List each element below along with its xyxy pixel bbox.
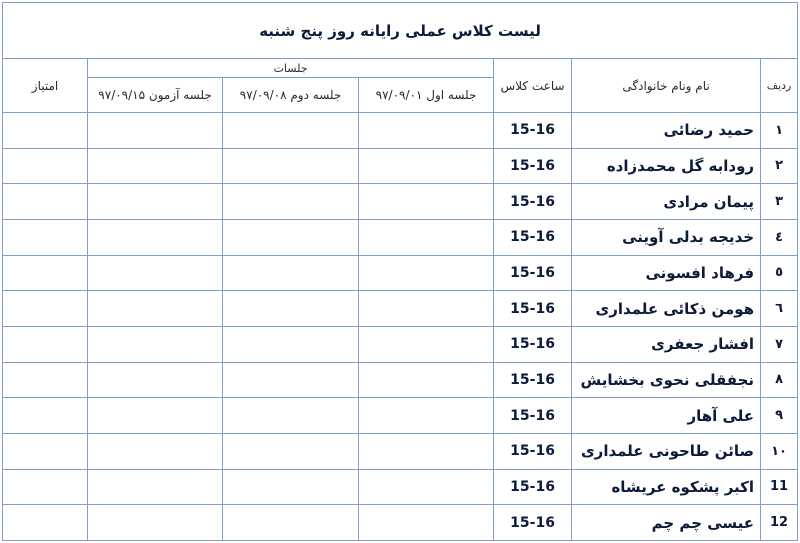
header-rank: ردیف [761, 59, 798, 113]
table-row [3, 505, 798, 541]
session-3-cell[interactable] [88, 184, 223, 220]
row-number: ۱۰ [761, 433, 798, 469]
score-cell[interactable] [3, 291, 88, 327]
table-row [3, 326, 798, 362]
row-number: ٥ [761, 255, 798, 291]
session-2-cell[interactable] [223, 505, 359, 541]
session-1-cell[interactable] [359, 505, 494, 541]
session-3-cell[interactable] [88, 219, 223, 255]
session-3-cell[interactable] [88, 362, 223, 398]
session-3-cell[interactable] [88, 148, 223, 184]
row-number: ٤ [761, 219, 798, 255]
student-name: خدیجه بدلی آوینی [572, 219, 761, 255]
session-3-cell[interactable] [88, 113, 223, 149]
row-number: ۸ [761, 362, 798, 398]
session-2-cell[interactable] [223, 326, 359, 362]
table-row [3, 398, 798, 434]
class-time: 15-16 [494, 469, 572, 505]
session-1-cell[interactable] [359, 219, 494, 255]
score-cell[interactable] [3, 433, 88, 469]
student-name: پیمان مرادی [572, 184, 761, 220]
class-time: 15-16 [494, 148, 572, 184]
table-row [3, 362, 798, 398]
score-cell[interactable] [3, 469, 88, 505]
page-title: لیست کلاس عملی رایانه روز پنج شنبه [3, 3, 798, 59]
student-name: اکبر پشکوه عریشاه [572, 469, 761, 505]
table-row [3, 184, 798, 220]
class-time: 15-16 [494, 362, 572, 398]
session-3-cell[interactable] [88, 291, 223, 327]
student-name: افشار جعفری [572, 326, 761, 362]
table-row [3, 148, 798, 184]
header-session-2: جلسه دوم ۹۷/۰۹/۰۸ [223, 78, 359, 113]
row-number: 12 [761, 505, 798, 541]
table-row [3, 433, 798, 469]
score-cell[interactable] [3, 219, 88, 255]
student-name: حمید رضائی [572, 113, 761, 149]
session-3-cell[interactable] [88, 469, 223, 505]
session-2-cell[interactable] [223, 219, 359, 255]
row-number: ۷ [761, 326, 798, 362]
class-time: 15-16 [494, 291, 572, 327]
row-number: ۳ [761, 184, 798, 220]
session-1-cell[interactable] [359, 469, 494, 505]
header-session-1: جلسه اول ۹۷/۰۹/۰۱ [359, 78, 494, 113]
session-1-cell[interactable] [359, 362, 494, 398]
session-2-cell[interactable] [223, 433, 359, 469]
table-row [3, 219, 798, 255]
session-2-cell[interactable] [223, 469, 359, 505]
class-time: 15-16 [494, 113, 572, 149]
session-1-cell[interactable] [359, 113, 494, 149]
table-row [3, 113, 798, 149]
session-3-cell[interactable] [88, 505, 223, 541]
class-time: 15-16 [494, 184, 572, 220]
header-name: نام ونام خانوادگی [572, 59, 761, 113]
table-row [3, 291, 798, 327]
class-time: 15-16 [494, 505, 572, 541]
score-cell[interactable] [3, 255, 88, 291]
session-2-cell[interactable] [223, 291, 359, 327]
row-number: 11 [761, 469, 798, 505]
score-cell[interactable] [3, 113, 88, 149]
session-3-cell[interactable] [88, 326, 223, 362]
row-number: ۱ [761, 113, 798, 149]
score-cell[interactable] [3, 184, 88, 220]
session-2-cell[interactable] [223, 362, 359, 398]
row-number: ۹ [761, 398, 798, 434]
session-3-cell[interactable] [88, 398, 223, 434]
session-3-cell[interactable] [88, 255, 223, 291]
header-sessions-group: جلسات [88, 59, 494, 78]
session-2-cell[interactable] [223, 184, 359, 220]
class-time: 15-16 [494, 398, 572, 434]
session-3-cell[interactable] [88, 433, 223, 469]
score-cell[interactable] [3, 362, 88, 398]
header-score: امتیاز [3, 59, 88, 113]
session-1-cell[interactable] [359, 291, 494, 327]
header-class-time: ساعت کلاس [494, 59, 572, 113]
row-number: ٦ [761, 291, 798, 327]
row-number: ۲ [761, 148, 798, 184]
student-name: فرهاد افسونی [572, 255, 761, 291]
score-cell[interactable] [3, 505, 88, 541]
session-1-cell[interactable] [359, 255, 494, 291]
class-time: 15-16 [494, 219, 572, 255]
session-2-cell[interactable] [223, 398, 359, 434]
class-time: 15-16 [494, 326, 572, 362]
session-1-cell[interactable] [359, 326, 494, 362]
session-2-cell[interactable] [223, 148, 359, 184]
session-1-cell[interactable] [359, 398, 494, 434]
student-name: عیسی چم چم [572, 505, 761, 541]
session-1-cell[interactable] [359, 184, 494, 220]
class-time: 15-16 [494, 433, 572, 469]
session-2-cell[interactable] [223, 113, 359, 149]
score-cell[interactable] [3, 398, 88, 434]
student-name: هومن ذکائی علمداری [572, 291, 761, 327]
session-1-cell[interactable] [359, 148, 494, 184]
score-cell[interactable] [3, 148, 88, 184]
score-cell[interactable] [3, 326, 88, 362]
student-name: رودابه گل محمدزاده [572, 148, 761, 184]
header-session-3: جلسه آزمون ۹۷/۰۹/۱۵ [88, 78, 223, 113]
table-row [3, 469, 798, 505]
student-name: علی آهار [572, 398, 761, 434]
session-2-cell[interactable] [223, 255, 359, 291]
class-time: 15-16 [494, 255, 572, 291]
student-name: صائن طاحونی علمداری [572, 433, 761, 469]
class-list-table [2, 2, 798, 541]
table-row [3, 255, 798, 291]
student-name: نجفقلی نحوی بخشایش [572, 362, 761, 398]
session-1-cell[interactable] [359, 433, 494, 469]
